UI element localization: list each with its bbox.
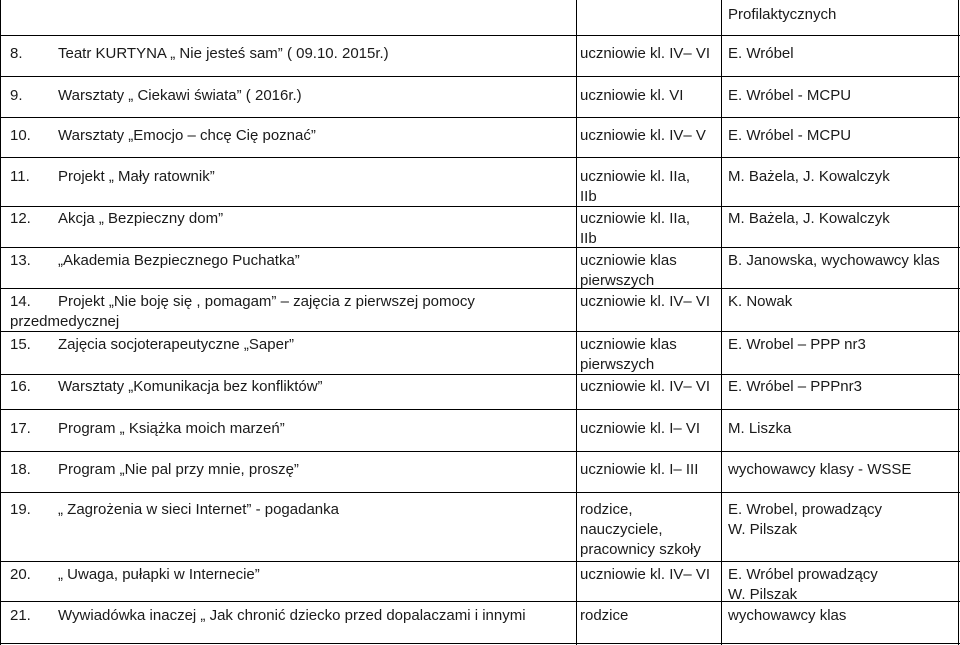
audience: rodzice, nauczyciele, pracownicy szkoły [580, 501, 701, 558]
event-title: Wywiadówka inaczej „ Jak chronić dziecko przed dopalaczami i innymi [58, 607, 526, 624]
row-divider [0, 409, 960, 410]
row-number: 17. [10, 420, 31, 437]
audience: uczniowie klas pierwszych [580, 252, 677, 289]
event-title: Akcja „ Bezpieczny dom” [58, 210, 224, 227]
row-divider [0, 117, 960, 118]
table-border-left [0, 0, 1, 645]
row-divider [0, 76, 960, 77]
event-title: Projekt „Nie boję się , pomagam” – zajęcia z pierwszej pomocy przedmedycznej [10, 293, 475, 330]
row-number: 19. [10, 501, 31, 518]
row-number: 13. [10, 252, 31, 269]
table-divider [721, 0, 722, 645]
row-number: 20. [10, 566, 31, 583]
lead: wychowawcy klas [728, 607, 847, 624]
row-divider [0, 35, 960, 36]
row-divider [0, 561, 960, 562]
event-title: Projekt „ Mały ratownik” [58, 168, 215, 185]
audience: uczniowie kl. I– III [580, 461, 699, 478]
row-divider [0, 157, 960, 158]
row-number: 9. [10, 87, 23, 104]
event-title: „ Zagrożenia w sieci Internet” - pogadanka [58, 501, 339, 518]
event-title: Warsztaty „Komunikacja bez konfliktów” [58, 378, 323, 395]
audience: uczniowie kl. IV– VI [580, 566, 711, 583]
lead: E. Wróbel - MCPU [728, 127, 852, 144]
audience: uczniowie kl. IIa, IIb [580, 168, 691, 205]
row-number: 10. [10, 127, 31, 144]
lead: E. Wróbel [728, 45, 794, 62]
audience: uczniowie kl. IV– VI [580, 45, 711, 62]
event-title: Zajęcia socjoterapeutyczne „Saper” [58, 336, 294, 353]
row-number: 14. [10, 293, 31, 310]
lead: E. Wróbel - MCPU [728, 87, 852, 104]
lead: E. Wrobel, prowadzący W. Pilszak [728, 501, 882, 538]
event-title: Warsztaty „Emocjo – chcę Cię poznać” [58, 127, 316, 144]
row-number: 16. [10, 378, 31, 395]
row-number: 8. [10, 45, 23, 62]
row-number: 21. [10, 607, 31, 624]
row-divider [0, 206, 960, 207]
row-number: 11. [10, 168, 30, 185]
row-divider [0, 643, 960, 644]
event-title: Program „ Książka moich marzeń” [58, 420, 285, 437]
audience: uczniowie klas pierwszych [580, 336, 677, 373]
audience: uczniowie kl. IV– VI [580, 293, 711, 310]
col4-header-continued: Profilaktycznych [728, 6, 837, 23]
audience: uczniowie kl. I– VI [580, 420, 701, 437]
row-divider [0, 374, 960, 375]
lead: E. Wrobel – PPP nr3 [728, 336, 866, 353]
lead: B. Janowska, wychowawcy klas [728, 252, 940, 269]
row-number: 15. [10, 336, 31, 353]
event-title: Program „Nie pal przy mnie, proszę” [58, 461, 299, 478]
lead: M. Liszka [728, 420, 792, 437]
lead: K. Nowak [728, 293, 793, 310]
event-title: Warsztaty „ Ciekawi świata” ( 2016r.) [58, 87, 302, 104]
lead: E. Wróbel – PPPnr3 [728, 378, 862, 395]
row-number: 18. [10, 461, 31, 478]
lead: M. Bażela, J. Kowalczyk [728, 168, 890, 185]
lead: wychowawcy klasy - WSSE [728, 461, 912, 478]
table-border-right [958, 0, 959, 645]
lead: M. Bażela, J. Kowalczyk [728, 210, 890, 227]
audience: uczniowie kl. IV– V [580, 127, 706, 144]
row-divider [0, 288, 960, 289]
event-title: „ Uwaga, pułapki w Internecie” [58, 566, 260, 583]
row-divider [0, 492, 960, 493]
lead: E. Wróbel prowadzący W. Pilszak [728, 566, 878, 603]
row-number: 12. [10, 210, 31, 227]
table-divider [576, 0, 577, 645]
audience: uczniowie kl. IV– VI [580, 378, 711, 395]
audience: uczniowie kl. VI [580, 87, 684, 104]
audience: uczniowie kl. IIa, IIb [580, 210, 691, 247]
row-divider [0, 451, 960, 452]
row-divider [0, 247, 960, 248]
event-title: „Akademia Bezpiecznego Puchatka” [58, 252, 300, 269]
event-title: Teatr KURTYNA „ Nie jesteś sam” ( 09.10. 2015r.) [58, 45, 389, 62]
audience: rodzice [580, 607, 629, 624]
